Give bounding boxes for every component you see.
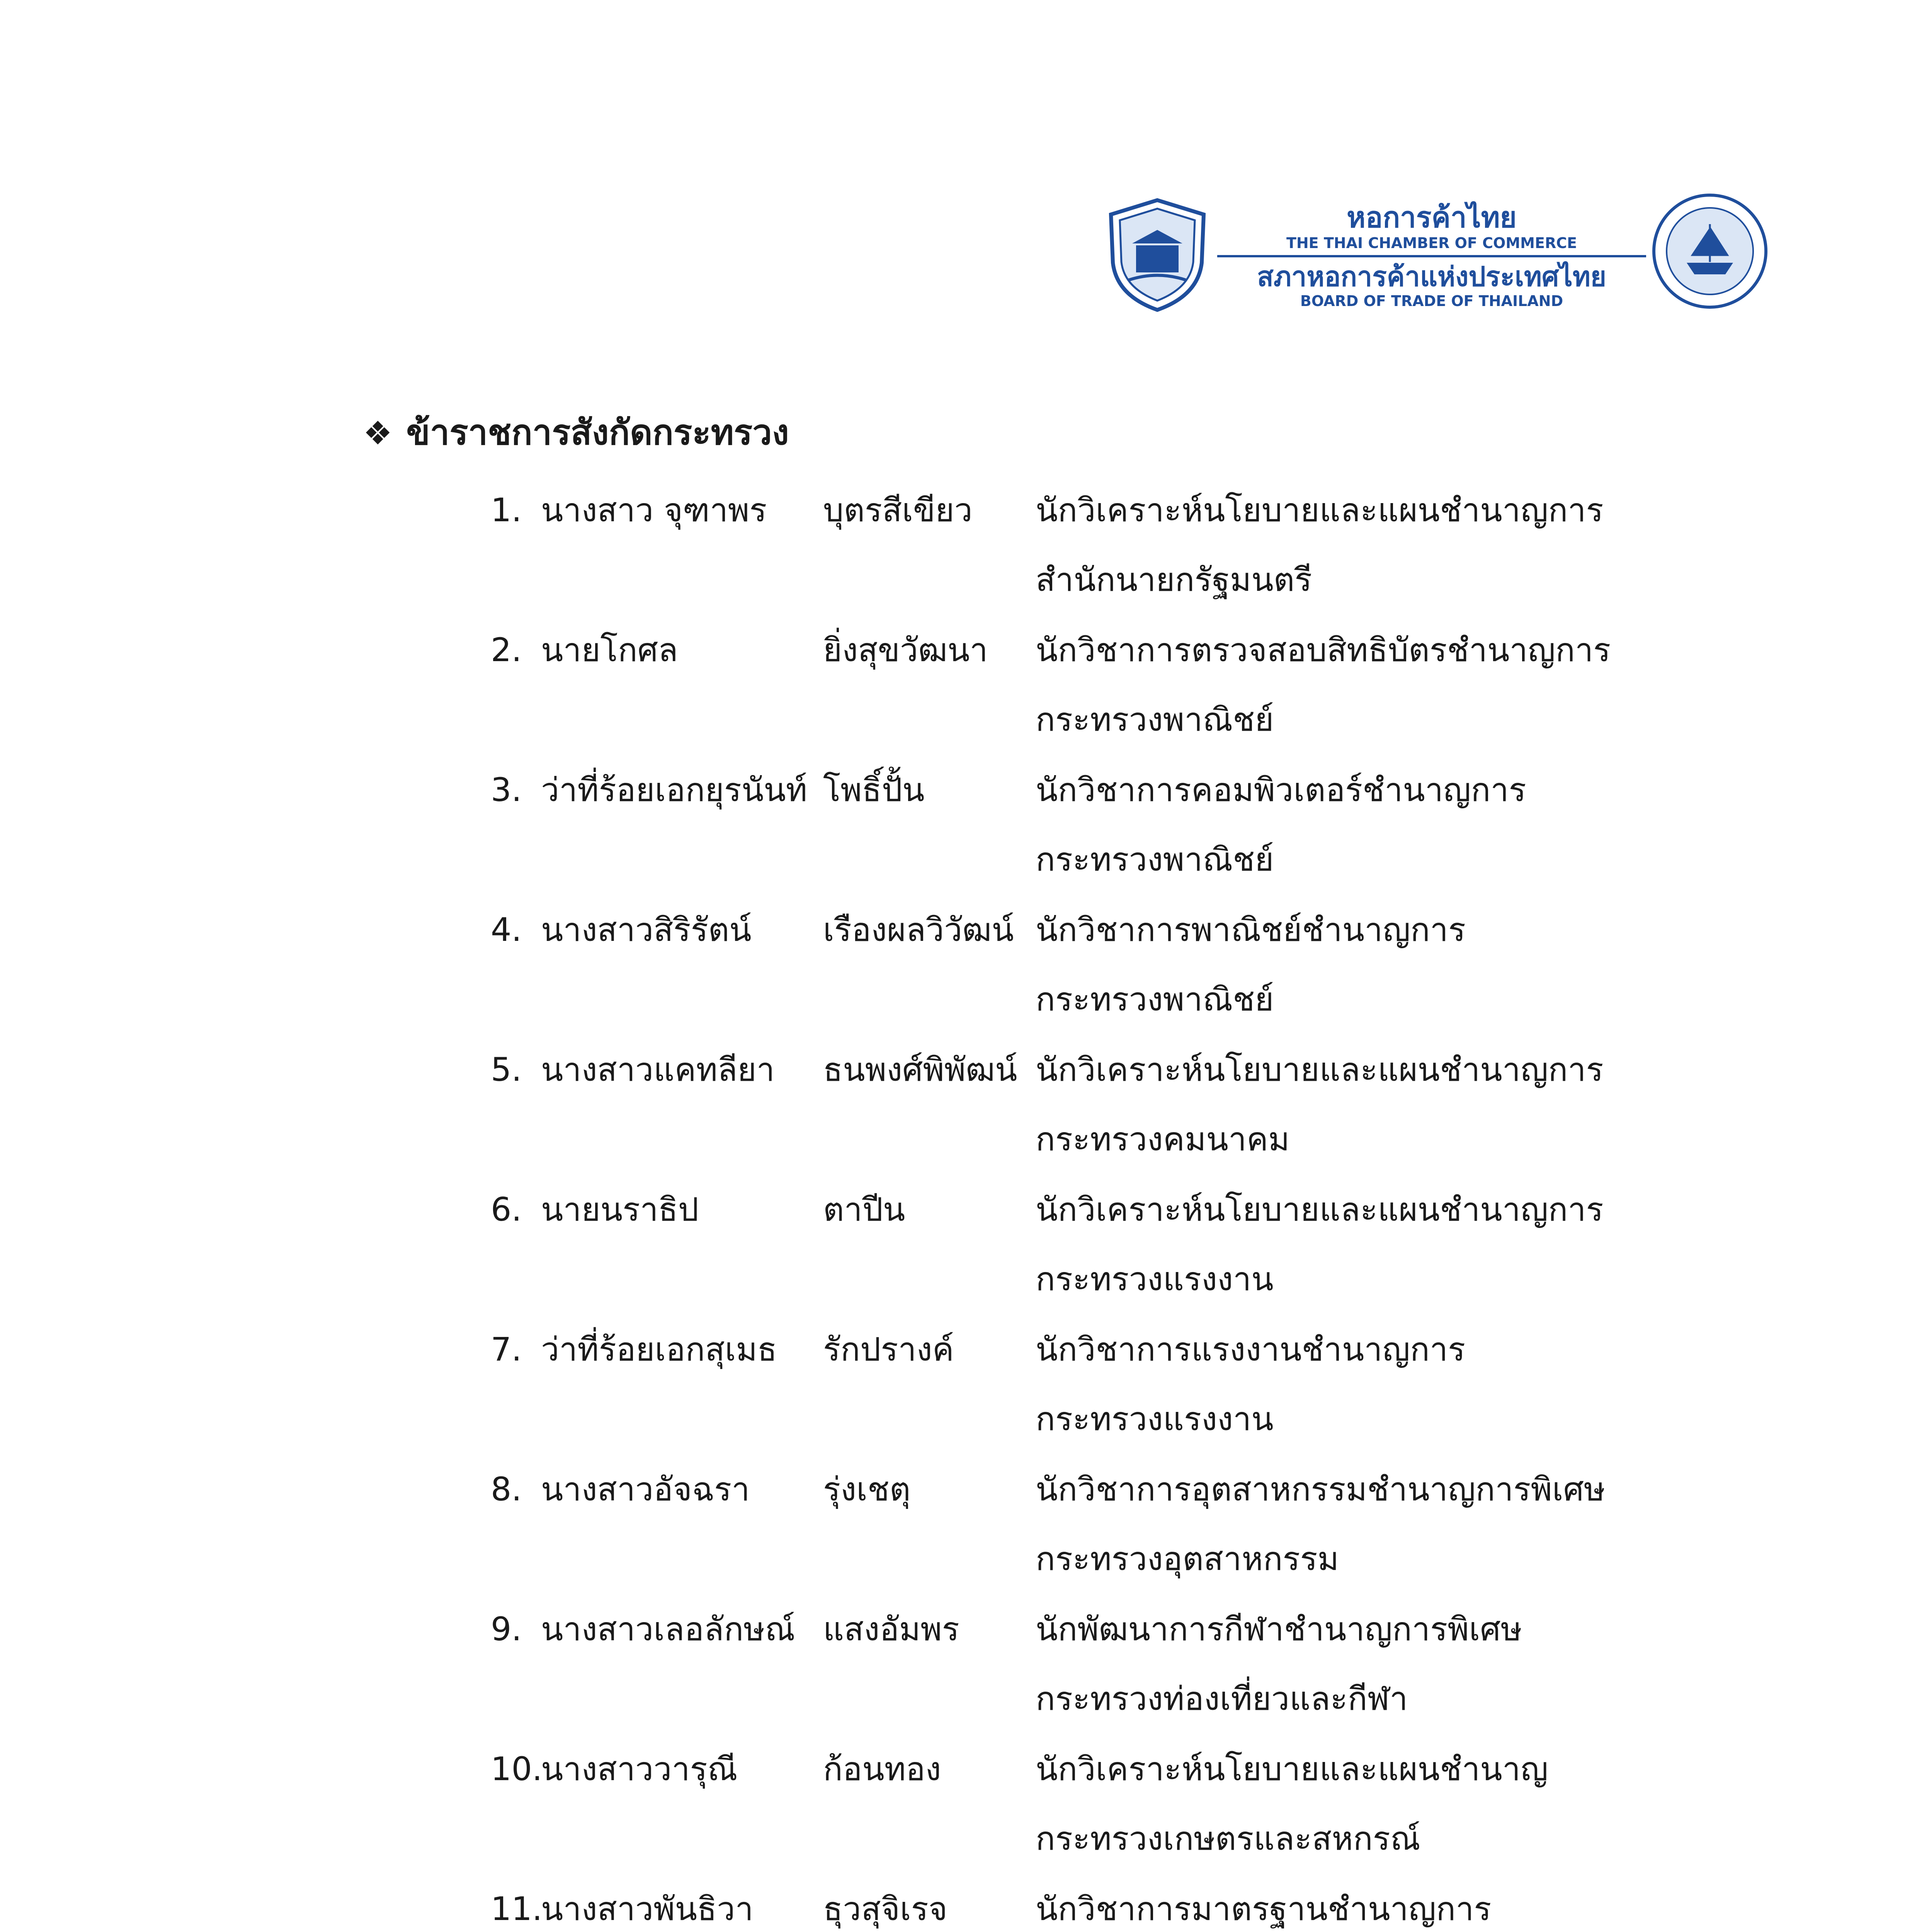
item-position: นักวิชาการคอมพิวเตอร์ชำนาญการ xyxy=(1036,771,1526,809)
item-number: 2. xyxy=(491,631,522,669)
list-item xyxy=(491,1043,1843,1182)
item-organization: กระทรวงพาณิชย์ xyxy=(1036,701,1274,738)
item-surname: แสงอัมพร xyxy=(823,1610,959,1648)
item-position: นักพัฒนาการกีฬาชำนาญการพิเศษ xyxy=(1036,1610,1522,1648)
item-position: นักวิชาการพาณิชย์ชำนาญการ xyxy=(1036,911,1466,949)
item-number: 9. xyxy=(491,1610,522,1648)
thai-chamber-name-en: THE THAI CHAMBER OF COMMERCE xyxy=(1286,235,1577,252)
list-item xyxy=(491,1602,1843,1742)
item-name: นายโกศล xyxy=(541,631,678,669)
item-position: นักวิชาการอุตสาหกรรมชำนาญการพิเศษ xyxy=(1036,1470,1606,1508)
board-of-trade-name-th: สภาหอการค้าแห่งประเทศไทย xyxy=(1257,261,1606,293)
item-name: นางสาวอัจฉรา xyxy=(541,1470,750,1508)
item-organization: กระทรวงคมนาคม xyxy=(1036,1120,1290,1158)
list-item xyxy=(491,1462,1843,1602)
item-number: 3. xyxy=(491,771,522,809)
item-name: ว่าที่ร้อยเอกยุรนันท์ xyxy=(541,771,808,809)
list-item xyxy=(491,763,1843,903)
item-name: นางสาว จุฑาพร xyxy=(541,491,767,529)
thai-chamber-name-th: หอการค้าไทย xyxy=(1347,201,1517,234)
item-name: นายนราธิป xyxy=(541,1190,699,1228)
item-position: นักวิเคราะห์นโยบายและแผนชำนาญการ xyxy=(1036,1190,1604,1228)
list-item xyxy=(491,1322,1843,1462)
item-surname: รักปรางค์ xyxy=(823,1330,954,1368)
letterhead-text xyxy=(1217,201,1646,310)
official-list xyxy=(491,483,1843,1932)
letterhead-divider xyxy=(1217,255,1646,257)
section-title: ข้าราชการสังกัดกระทรวง xyxy=(406,412,789,453)
item-surname: เรืองผลวิวัฒน์ xyxy=(823,911,1014,949)
item-position: นักวิชาการมาตรฐานชำนาญการ xyxy=(1036,1890,1492,1928)
item-surname: ตาปีน xyxy=(823,1190,905,1228)
item-organization: กระทรวงแรงงาน xyxy=(1036,1400,1274,1438)
diamond-bullet-icon: ❖ xyxy=(363,414,393,452)
list-item xyxy=(491,1742,1843,1882)
item-name: นางสาววารุณี xyxy=(541,1750,738,1788)
item-surname: ธนพงศ์พิพัฒน์ xyxy=(823,1051,1017,1088)
item-name: นางสาวสิริรัตน์ xyxy=(541,911,752,949)
item-surname: ก้อนทอง xyxy=(823,1750,941,1788)
item-organization: กระทรวงเกษตรและสหกรณ์ xyxy=(1036,1820,1420,1857)
item-position: นักวิเคราะห์นโยบายและแผนชำนาญการ xyxy=(1036,491,1604,529)
item-position: นักวิเคราะห์นโยบายและแผนชำนาญการ xyxy=(1036,1051,1604,1088)
list-item xyxy=(491,903,1843,1043)
item-position: นักวิชาการแรงงานชำนาญการ xyxy=(1036,1330,1466,1368)
list-item xyxy=(491,1182,1843,1322)
item-position: นักวิเคราะห์นโยบายและแผนชำนาญ xyxy=(1036,1750,1548,1788)
item-surname: ธุวสุจิเรจ xyxy=(823,1890,947,1928)
item-number: 6. xyxy=(491,1190,522,1228)
list-item xyxy=(491,623,1843,763)
board-of-trade-name-en: BOARD OF TRADE OF THAILAND xyxy=(1300,293,1563,310)
item-surname: บุตรสีเขียว xyxy=(823,491,973,529)
item-organization: กระทรวงอุตสาหกรรม xyxy=(1036,1540,1339,1578)
item-number: 1. xyxy=(491,491,522,529)
item-number: 4. xyxy=(491,911,522,949)
thai-chamber-seal-icon xyxy=(1105,197,1209,313)
item-number: 7. xyxy=(491,1330,522,1368)
item-name: นางสาวแคทลียา xyxy=(541,1051,775,1088)
item-organization: กระทรวงพาณิชย์ xyxy=(1036,980,1274,1018)
item-organization: กระทรวงท่องเที่ยวและกีฬา xyxy=(1036,1680,1408,1718)
board-of-trade-seal-icon xyxy=(1650,189,1770,313)
item-number: 10. xyxy=(491,1750,543,1788)
item-organization: กระทรวงพาณิชย์ xyxy=(1036,840,1274,878)
item-number: 8. xyxy=(491,1470,522,1508)
item-surname: ยิ่งสุขวัฒนา xyxy=(823,631,988,669)
item-position: นักวิชาการตรวจสอบสิทธิบัตรชำนาญการ xyxy=(1036,631,1611,669)
item-organization: กระทรวงแรงงาน xyxy=(1036,1260,1274,1298)
item-name: ว่าที่ร้อยเอกสุเมธ xyxy=(541,1330,777,1368)
item-name: นางสาวเลอลักษณ์ xyxy=(541,1610,795,1648)
list-item xyxy=(491,483,1843,623)
item-surname: รุ่งเชตุ xyxy=(823,1470,911,1508)
section-heading xyxy=(363,410,789,456)
letterhead xyxy=(1105,189,1770,317)
item-organization: สำนักนายกรัฐมนตรี xyxy=(1036,561,1312,599)
item-number: 11. xyxy=(491,1890,543,1928)
item-number: 5. xyxy=(491,1051,522,1088)
list-item xyxy=(491,1882,1843,1932)
item-name: นางสาวพันธิวา xyxy=(541,1890,754,1928)
item-surname: โพธิ์ปั้น xyxy=(823,771,925,809)
